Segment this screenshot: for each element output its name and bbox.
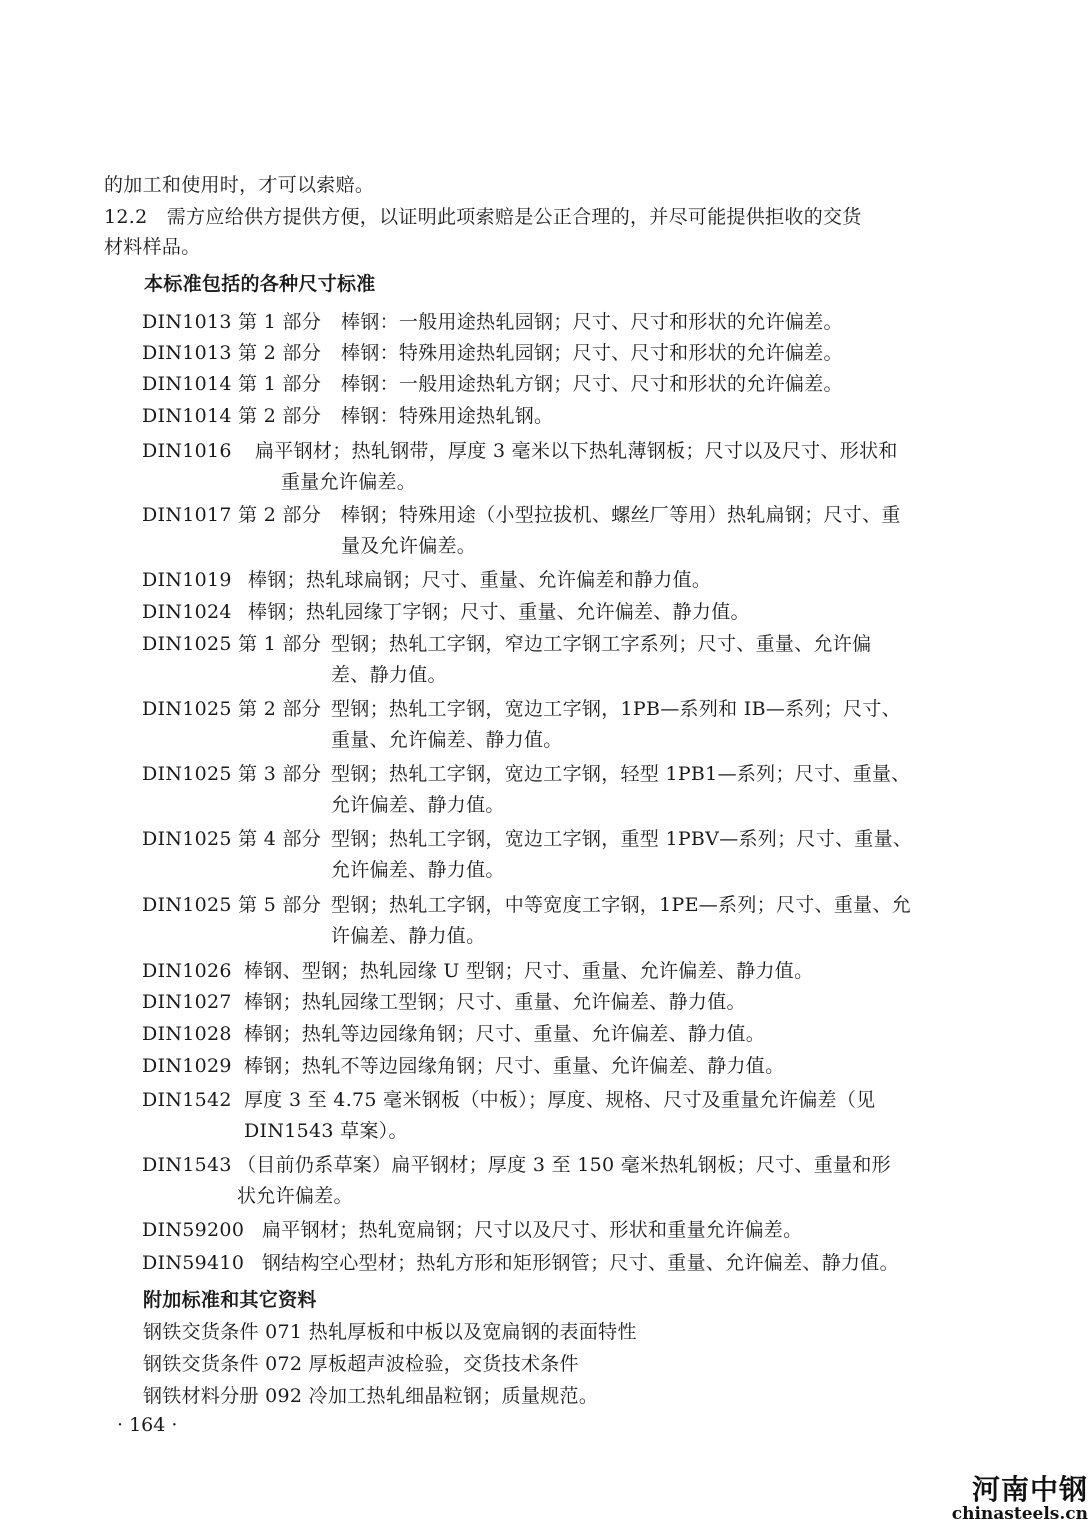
standard-entry xyxy=(142,436,942,498)
standard-code: DIN1025 第 5 部分 xyxy=(142,894,322,916)
additional-item: 钢铁交货条件 072 厚板超声波检验，交货技术条件 xyxy=(143,1353,579,1375)
standard-code: DIN1028 xyxy=(142,1023,232,1045)
intro-line-2: 12.2 需方应给供方提供方便，以证明此项索赔是公正合理的，并尽可能提供拒收的交货 xyxy=(104,206,862,228)
standard-description xyxy=(331,824,912,886)
standard-description xyxy=(341,338,843,369)
standard-description xyxy=(248,565,711,596)
description-line: 型钢；热轧工字钢，宽边工字钢，轻型 1PB1—系列；尺寸、重量、 xyxy=(331,763,911,785)
watermark-en: chinasteels.cn xyxy=(951,1504,1088,1524)
standard-entry xyxy=(142,1019,942,1050)
standard-code: DIN1019 xyxy=(142,569,232,591)
section-title-dimension-standards: 本标准包括的各种尺寸标准 xyxy=(144,273,376,295)
description-line: 差、静力值。 xyxy=(331,664,447,686)
standard-entry xyxy=(142,1248,942,1279)
standard-entry xyxy=(142,565,942,596)
description-line: 厚度 3 至 4.75 毫米钢板（中板）；厚度、规格、尺寸及重量允许偏差（见 xyxy=(244,1089,876,1111)
intro-line-3: 材料样品。 xyxy=(104,236,201,258)
standard-entry xyxy=(142,1150,942,1212)
standard-code: DIN1013 第 2 部分 xyxy=(142,342,322,364)
description-line: DIN1543 草案）。 xyxy=(244,1120,408,1142)
standard-description xyxy=(248,597,750,628)
description-line: 扁平钢材；热轧宽扁钢；尺寸以及尺寸、形状和重量允许偏差。 xyxy=(262,1219,803,1241)
standard-description xyxy=(331,629,871,691)
description-line: 允许偏差、静力值。 xyxy=(331,859,505,881)
standard-entry xyxy=(142,956,942,987)
standard-description xyxy=(244,1051,784,1082)
standard-entry xyxy=(142,1085,942,1147)
description-line: 重量允许偏差。 xyxy=(281,471,417,493)
watermark-cn: 河南中钢 xyxy=(971,1473,1088,1506)
additional-item: 钢铁材料分册 092 冷加工热轧细晶粒钢；质量规范。 xyxy=(143,1385,599,1407)
description-line: 棒钢；热轧等边园缘角钢；尺寸、重量、允许偏差、静力值。 xyxy=(244,1023,766,1045)
standard-entry xyxy=(142,890,942,952)
description-line: 棒钢：特殊用途热轧园钢；尺寸、尺寸和形状的允许偏差。 xyxy=(341,342,843,364)
standard-code: DIN1014 第 2 部分 xyxy=(142,405,322,427)
description-line: 棒钢：特殊用途热轧钢。 xyxy=(341,405,554,427)
standard-entry xyxy=(142,824,942,886)
description-line: 扁平钢材；热轧钢带，厚度 3 毫米以下热轧薄钢板；尺寸以及尺寸、形状和 xyxy=(255,440,898,462)
standard-entry xyxy=(142,759,942,821)
standard-description xyxy=(341,500,901,562)
page-number: · 164 · xyxy=(117,1414,178,1436)
description-line: 量及允许偏差。 xyxy=(341,535,477,557)
description-line: 棒钢；热轧园缘工型钢；尺寸、重量、允许偏差、静力值。 xyxy=(244,991,746,1013)
standard-description xyxy=(331,890,911,952)
standard-description xyxy=(262,1215,802,1246)
standard-entry xyxy=(142,338,942,369)
standard-description xyxy=(244,956,813,987)
standard-description xyxy=(244,987,746,1018)
additional-item: 钢铁交货条件 071 热轧厚板和中板以及宽扁钢的表面特性 xyxy=(143,1321,637,1343)
standard-entry xyxy=(142,307,942,338)
description-line: （目前仍系草案）扁平钢材；厚度 3 至 150 毫米热轧钢板；尺寸、重量和形 xyxy=(237,1154,891,1176)
standard-description xyxy=(244,1019,765,1050)
standard-code: DIN1543 xyxy=(142,1154,232,1176)
description-line: 允许偏差、静力值。 xyxy=(331,794,505,816)
standard-entry xyxy=(142,987,942,1018)
standard-entry xyxy=(142,369,942,400)
description-line: 钢结构空心型材；热轧方形和矩形钢管；尺寸、重量、允许偏差、静力值。 xyxy=(262,1252,899,1274)
standard-code: DIN1025 第 2 部分 xyxy=(142,698,322,720)
standard-code: DIN1017 第 2 部分 xyxy=(142,504,322,526)
standard-entry xyxy=(142,1215,942,1246)
description-line: 棒钢：一般用途热轧园钢；尺寸、尺寸和形状的允许偏差。 xyxy=(341,311,843,333)
standard-description xyxy=(255,436,898,498)
standard-entry xyxy=(142,597,942,628)
standard-description xyxy=(237,1150,891,1212)
standard-code: DIN1542 xyxy=(142,1089,232,1111)
standard-entry xyxy=(142,694,942,756)
standard-code: DIN59200 xyxy=(142,1219,245,1241)
section-title-additional: 附加标准和其它资料 xyxy=(143,1289,317,1311)
description-line: 棒钢、型钢；热轧园缘 U 型钢；尺寸、重量、允许偏差、静力值。 xyxy=(244,960,814,982)
standard-code: DIN1027 xyxy=(142,991,232,1013)
standard-code: DIN59410 xyxy=(142,1252,245,1274)
description-line: 状允许偏差。 xyxy=(237,1185,353,1207)
description-line: 型钢；热轧工字钢，宽边工字钢，1PB—系列和 IB—系列；尺寸、 xyxy=(331,698,901,720)
description-line: 型钢；热轧工字钢，中等宽度工字钢，1PE—系列；尺寸、重量、允 xyxy=(331,894,912,916)
standard-code: DIN1029 xyxy=(142,1055,232,1077)
standard-code: DIN1025 第 3 部分 xyxy=(142,763,322,785)
standard-code: DIN1025 第 1 部分 xyxy=(142,633,322,655)
standard-description xyxy=(331,694,901,756)
description-line: 棒钢；热轧不等边园缘角钢；尺寸、重量、允许偏差、静力值。 xyxy=(244,1055,785,1077)
description-line: 棒钢；热轧球扁钢；尺寸、重量、允许偏差和静力值。 xyxy=(248,569,712,591)
standard-entry xyxy=(142,500,942,562)
standard-code: DIN1014 第 1 部分 xyxy=(142,373,322,395)
standard-description xyxy=(331,759,911,821)
standard-description xyxy=(341,369,843,400)
standard-description xyxy=(341,401,553,432)
standard-code: DIN1016 xyxy=(142,440,232,462)
standard-description xyxy=(262,1248,899,1279)
description-line: 棒钢；热轧园缘丁字钢；尺寸、重量、允许偏差、静力值。 xyxy=(248,601,750,623)
standard-entry xyxy=(142,1051,942,1082)
standard-code: DIN1025 第 4 部分 xyxy=(142,828,322,850)
description-line: 型钢；热轧工字钢，窄边工字钢工字系列；尺寸、重量、允许偏 xyxy=(331,633,872,655)
intro-line-1: 的加工和使用时，才可以索赔。 xyxy=(104,174,375,196)
description-line: 棒钢：一般用途热轧方钢；尺寸、尺寸和形状的允许偏差。 xyxy=(341,373,843,395)
description-line: 棒钢；特殊用途（小型拉拔机、螺丝厂等用）热轧扁钢；尺寸、重 xyxy=(341,504,901,526)
description-line: 许偏差、静力值。 xyxy=(331,925,486,947)
standard-code: DIN1024 xyxy=(142,601,232,623)
standard-description xyxy=(244,1085,875,1147)
standard-code: DIN1013 第 1 部分 xyxy=(142,311,322,333)
description-line: 重量、允许偏差、静力值。 xyxy=(331,729,563,751)
standard-code: DIN1026 xyxy=(142,960,232,982)
standard-description xyxy=(341,307,843,338)
watermark-logo xyxy=(948,1475,1088,1523)
description-line: 型钢；热轧工字钢，宽边工字钢，重型 1PBV—系列；尺寸、重量、 xyxy=(331,828,913,850)
standard-entry xyxy=(142,401,942,432)
standard-entry xyxy=(142,629,942,691)
